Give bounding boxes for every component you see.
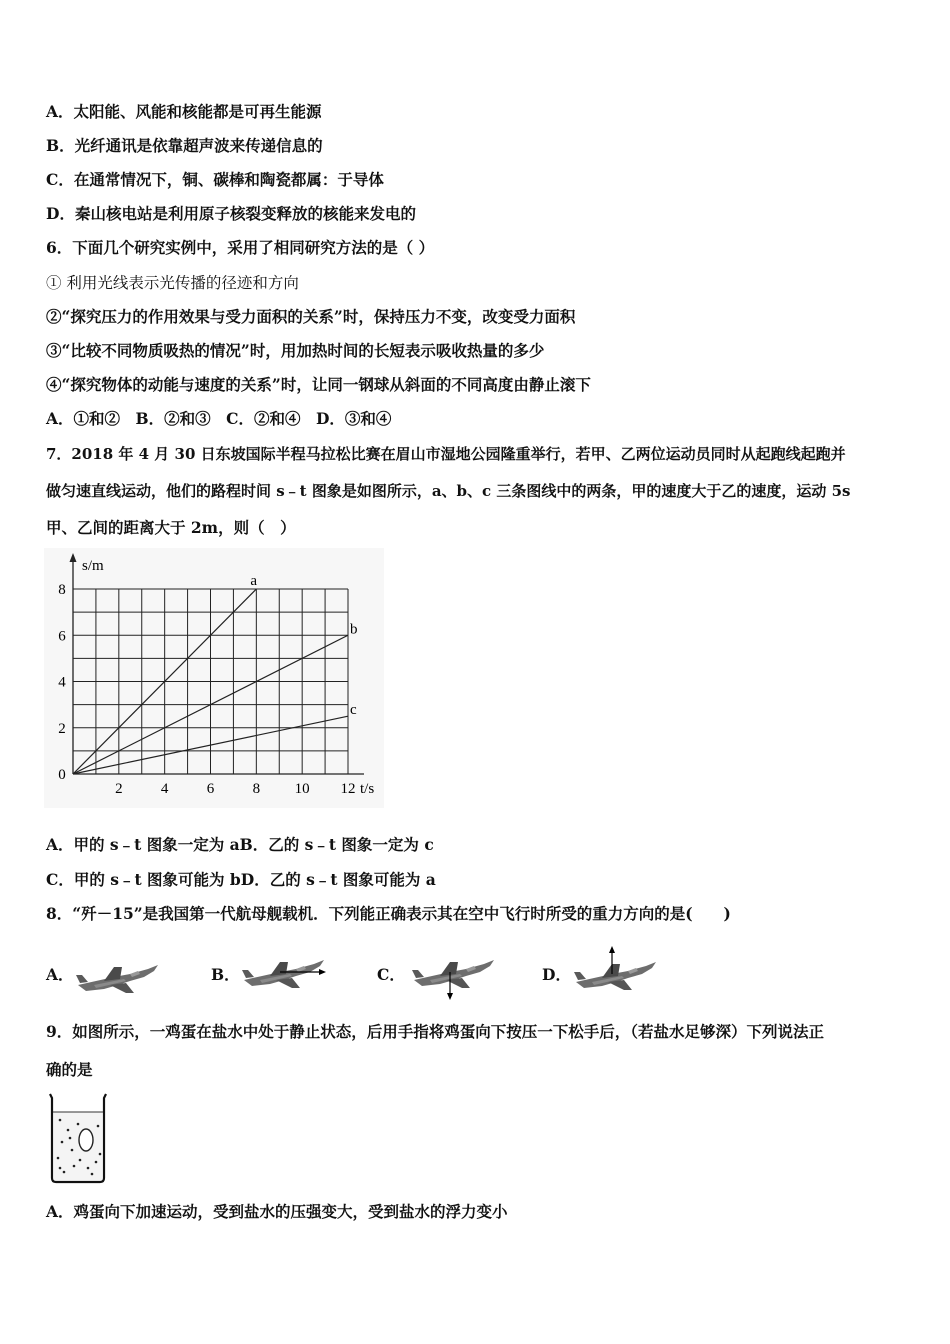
- jet-image-d: [572, 944, 662, 996]
- option-a-energy: A．太阳能、风能和核能都是可再生能源: [46, 102, 322, 121]
- y-tick-label: 2: [58, 720, 66, 737]
- y-tick-label: 6: [58, 628, 66, 645]
- salt-dot: [79, 1159, 82, 1162]
- salt-dot: [95, 1161, 98, 1164]
- beaker-egg-figure: [44, 1090, 112, 1186]
- salt-dot: [87, 1167, 90, 1170]
- st-graph: [44, 548, 384, 808]
- salt-dot: [57, 1157, 60, 1160]
- y-axis-label: s/m: [82, 558, 104, 574]
- salt-dot: [99, 1153, 102, 1156]
- y-tick-label: 0: [58, 767, 66, 783]
- jet-image-b: [240, 950, 330, 994]
- series-label-c: c: [350, 702, 357, 719]
- question-7-stem-3: 甲、乙间的距离大于 2m，则（ ）: [46, 518, 296, 537]
- x-tick-label: 10: [294, 781, 310, 797]
- x-tick-label: 6: [206, 781, 215, 797]
- egg: [79, 1129, 93, 1151]
- q8-option-a-label: A．: [46, 965, 74, 984]
- salt-dot: [77, 1123, 80, 1126]
- salt-dot: [91, 1173, 94, 1176]
- q7-options-cd: C．甲的 s﹣t 图象可能为 bD．乙的 s﹣t 图象可能为 a: [46, 870, 436, 889]
- jet-image-a: [74, 955, 162, 997]
- y-tick-label: 8: [58, 582, 66, 598]
- question-6-stem: 6．下面几个研究实例中，采用了相同研究方法的是（ ）: [46, 238, 435, 257]
- series-label-b: b: [350, 621, 358, 638]
- q8-option-b-label: B．: [211, 965, 240, 984]
- x-tick-label: 12: [340, 781, 356, 797]
- q6-options: A．①和② B．②和③ C．②和④ D．③和④: [46, 409, 392, 428]
- salt-dot: [63, 1171, 66, 1174]
- salt-dot: [97, 1125, 100, 1128]
- salt-dot: [59, 1119, 62, 1122]
- series-label-a: a: [250, 573, 258, 589]
- x-tick-label: 8: [252, 781, 261, 797]
- question-8-stem: 8．“歼－15”是我国第一代航母舰载机．下列能正确表示其在空中飞行时所受的重力方向的是( ): [46, 904, 731, 923]
- q6-item-2: ②“探究压力的作用效果与受力面积的关系”时，保持压力不变，改变受力面积: [46, 307, 576, 326]
- question-7-stem-1: 7．2018 年 4 月 30 日东坡国际半程马拉松比赛在眉山市湿地公园隆重举行，若甲、乙两位运动员同时从起跑线起跑并: [46, 445, 846, 463]
- q6-item-4: ④“探究物体的动能与速度的关系”时，让同一钢球从斜面的不同高度由静止滚下: [46, 375, 591, 394]
- option-b-fiber: B．光纤通讯是依靠超声波来传递信息的: [46, 136, 323, 155]
- x-tick-label: 2: [115, 781, 123, 797]
- y-tick-label: 4: [58, 674, 66, 691]
- q6-item-1: ① 利用光线表示光传播的径迹和方向: [46, 274, 299, 292]
- option-d-nuclear: D．秦山核电站是利用原子核裂变释放的核能来发电的: [46, 204, 416, 223]
- salt-dot: [61, 1141, 64, 1144]
- question-9-stem-2: 确的是: [46, 1060, 93, 1079]
- q7-options-ab: A．甲的 s﹣t 图象一定为 aB．乙的 s﹣t 图象一定为 c: [46, 835, 434, 854]
- salt-dot: [67, 1129, 70, 1132]
- option-c-conductor: C．在通常情况下，铜、碳棒和陶瓷都属：于导体: [46, 170, 384, 189]
- q8-option-d-label: D．: [542, 965, 571, 984]
- q8-option-c-label: C．: [377, 965, 405, 984]
- q6-item-3: ③“比较不同物质吸热的情况”时，用加热时间的长短表示吸收热量的多少: [46, 341, 545, 360]
- salt-dot: [71, 1149, 74, 1152]
- question-7-stem-2: 做匀速直线运动，他们的路程时间 s﹣t 图象是如图所示，a、b、c 三条图线中的两条，甲的速度大于乙的速度，运动 5s: [46, 482, 851, 500]
- salt-dot: [73, 1165, 76, 1168]
- salt-dot: [59, 1167, 62, 1170]
- jet-image-c: [410, 950, 500, 1000]
- q9-option-a: A．鸡蛋向下加速运动，受到盐水的压强变大，受到盐水的浮力变小: [46, 1202, 508, 1221]
- x-tick-label: 4: [160, 781, 169, 797]
- salt-dot: [69, 1137, 72, 1140]
- x-axis-label: t/s: [360, 781, 375, 797]
- question-9-stem-1: 9．如图所示，一鸡蛋在盐水中处于静止状态，后用手指将鸡蛋向下按压一下松手后，（若盐水足够深）下列说法正: [46, 1022, 825, 1041]
